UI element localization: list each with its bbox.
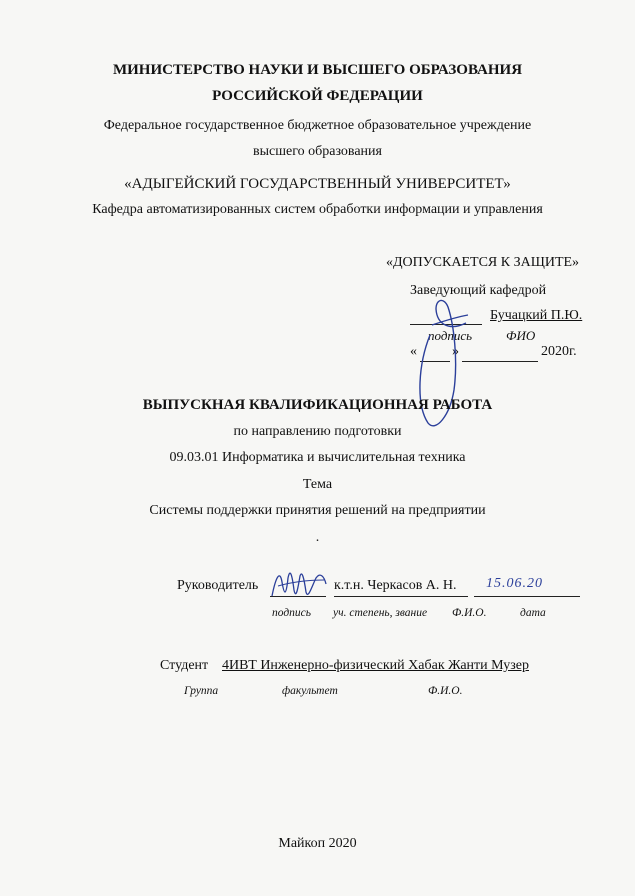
direction-label: по направлению подготовки bbox=[233, 424, 402, 439]
student-label: Студент bbox=[160, 658, 209, 673]
supervisor-date: 15.06.20 bbox=[486, 576, 543, 591]
head-name-caption: ФИО bbox=[506, 328, 536, 343]
institution-line-2: высшего образования bbox=[253, 144, 382, 159]
direction-value: 09.03.01 Информатика и вычислительная техника bbox=[169, 450, 466, 465]
student-faculty-caption: факультет bbox=[282, 685, 338, 697]
approval-title: «ДОПУСКАЕТСЯ К ЗАЩИТЕ» bbox=[386, 255, 580, 270]
city-year: Майкоп 2020 bbox=[278, 836, 357, 851]
supervisor-fio-caption: Ф.И.О. bbox=[452, 607, 487, 619]
head-signature-caption: подпись bbox=[428, 328, 473, 343]
supervisor-signature-image bbox=[268, 568, 330, 602]
topic-label: Тема bbox=[302, 477, 333, 492]
approval-date-close-quote: » bbox=[452, 344, 459, 359]
approval-date-open-quote: « bbox=[410, 344, 417, 359]
institution-line-1: Федеральное государственное бюджетное образовательное учреждение bbox=[103, 118, 532, 133]
student-fio-caption: Ф.И.О. bbox=[428, 685, 463, 697]
student-group-caption: Группа bbox=[184, 685, 219, 697]
head-name: Бучацкий П.Ю. bbox=[490, 308, 583, 323]
supervisor-date-caption: дата bbox=[520, 607, 546, 619]
student-value: 4ИВТ Инженерно-физический Хабак Жанти Музер bbox=[222, 658, 529, 673]
supervisor-name-line bbox=[334, 596, 468, 597]
ministry-line-1: МИНИСТЕРСТВО НАУКИ И ВЫСШЕГО ОБРАЗОВАНИЯ bbox=[112, 62, 523, 78]
university-name: «АДЫГЕЙСКИЙ ГОСУДАРСТВЕННЫЙ УНИВЕРСИТЕТ» bbox=[124, 176, 511, 192]
topic-dot: . bbox=[315, 530, 320, 545]
supervisor-date-line bbox=[474, 596, 580, 597]
supervisor-degree-caption: уч. степень, звание bbox=[333, 607, 428, 619]
ministry-line-2: РОССИЙСКОЙ ФЕДЕРАЦИИ bbox=[212, 88, 423, 104]
work-title: ВЫПУСКНАЯ КВАЛИФИКАЦИОННАЯ РАБОТА bbox=[142, 397, 493, 413]
supervisor-signature-caption: подпись bbox=[272, 607, 312, 619]
head-label: Заведующий кафедрой bbox=[410, 283, 547, 298]
supervisor-label: Руководитель bbox=[177, 578, 259, 593]
department-name: Кафедра автоматизированных систем обработки информации и управления bbox=[92, 202, 543, 217]
topic-value: Системы поддержки принятия решений на предприятии bbox=[149, 503, 486, 518]
supervisor-name: к.т.н. Черкасов А. Н. bbox=[334, 578, 457, 593]
approval-year: 2020г. bbox=[541, 344, 577, 359]
